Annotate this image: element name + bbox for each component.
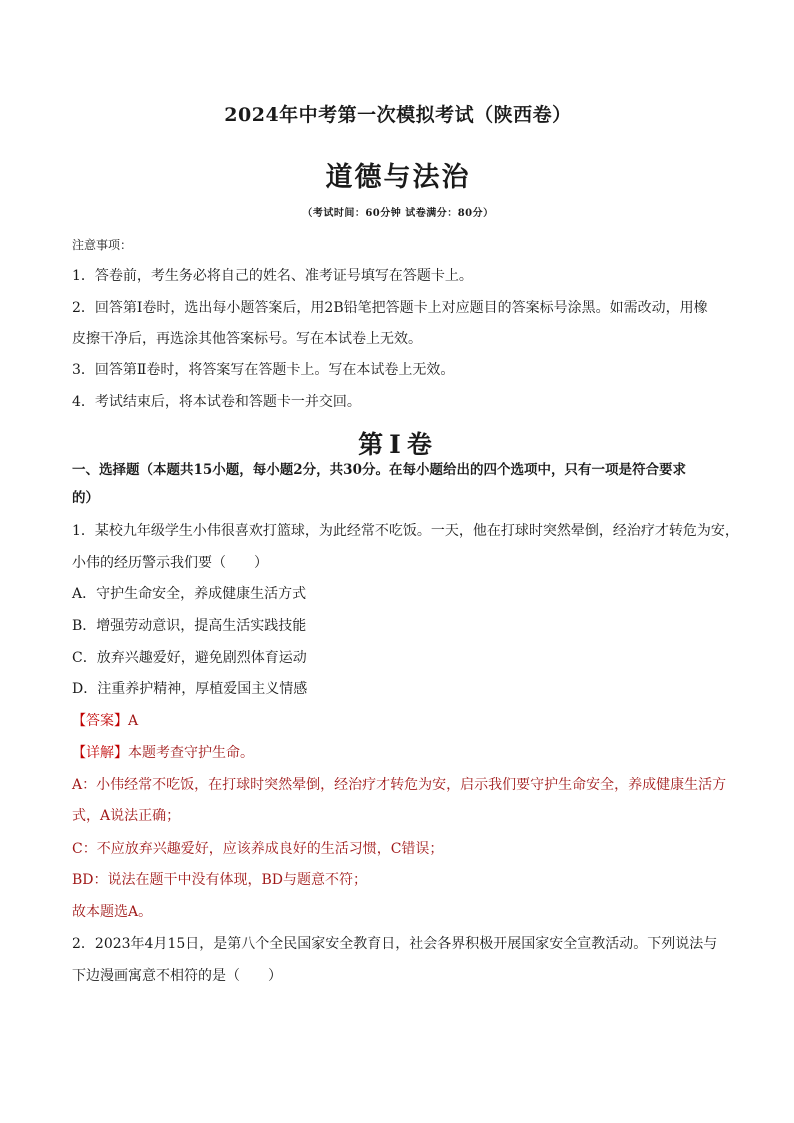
answer-line — [72, 711, 724, 731]
explanation-line: 故本题选A。 — [72, 904, 153, 920]
answer-label: 【答案】 — [72, 713, 128, 729]
section-instruction: 的） — [72, 490, 99, 506]
notice-item: 3．回答第Ⅱ卷时，将答案写在答题卡上。写在本试卷上无效。 — [72, 362, 455, 378]
section-instruction: 一、选择题（本题共15小题，每小题2分，共30分。在每小题给出的四个选项中，只有一项是符合要求 — [72, 462, 686, 478]
section-title: 第Ⅰ卷 — [358, 430, 438, 459]
notice-item: 皮擦干净后，再选涂其他答案标号。写在本试卷上无效。 — [72, 331, 422, 347]
exam-title: 2024年中考第一次模拟考试（陕西卷） — [224, 104, 572, 126]
option-d: D．注重养护精神，厚植爱国主义情感 — [72, 681, 308, 697]
notice-item: 2．回答第Ⅰ卷时，选出每小题答案后，用2B铅笔把答题卡上对应题目的答案标号涂黑。如需改动，用橡 — [72, 300, 708, 316]
answer-value: A — [128, 713, 139, 729]
option-b: B．增强劳动意识，提高生活实践技能 — [72, 618, 307, 634]
option-a: A．守护生命安全，养成健康生活方式 — [72, 586, 307, 602]
exam-info: （考试时间：60分钟 试卷满分：80分） — [302, 208, 494, 219]
explanation-line: A：小伟经常不吃饭，在打球时突然晕倒，经治疗才转危为安，启示我们要守护生命安全，养成健康生活方 — [72, 777, 727, 793]
notice-heading: 注意事项： — [72, 238, 133, 252]
detail-label: 【详解】 — [72, 745, 128, 761]
notice-item: 4．考试结束后，将本试卷和答题卡一并交回。 — [72, 394, 361, 410]
question-stem: 小伟的经历警示我们要（ ） — [72, 555, 268, 571]
notice-item: 1．答卷前，考生务必将自己的姓名、准考证号填写在答题卡上。 — [72, 268, 473, 284]
explanation-line: C：不应放弃兴趣爱好，应该养成良好的生活习惯，C错误； — [72, 841, 444, 857]
option-c: C．放弃兴趣爱好，避免剧烈体育运动 — [72, 650, 307, 666]
explanation-line: 式，A说法正确； — [72, 808, 181, 824]
explanation-line: BD：说法在题干中没有体现，BD与题意不符； — [72, 872, 368, 888]
detail-text: 本题考查守护生命。 — [128, 745, 254, 761]
question-stem: 下边漫画寓意不相符的是（ ） — [72, 968, 282, 984]
question-stem: 2．2023年4月15日，是第八个全民国家安全教育日，社会各界积极开展国家安全宣教活动。下列说法与 — [72, 936, 718, 952]
question-stem: 1．某校九年级学生小伟很喜欢打篮球，为此经常不吃饭。一天，他在打球时突然晕倒，经治疗才转危为安， — [72, 523, 739, 539]
subject-title: 道德与法治 — [325, 162, 471, 193]
detail-line — [72, 743, 724, 763]
